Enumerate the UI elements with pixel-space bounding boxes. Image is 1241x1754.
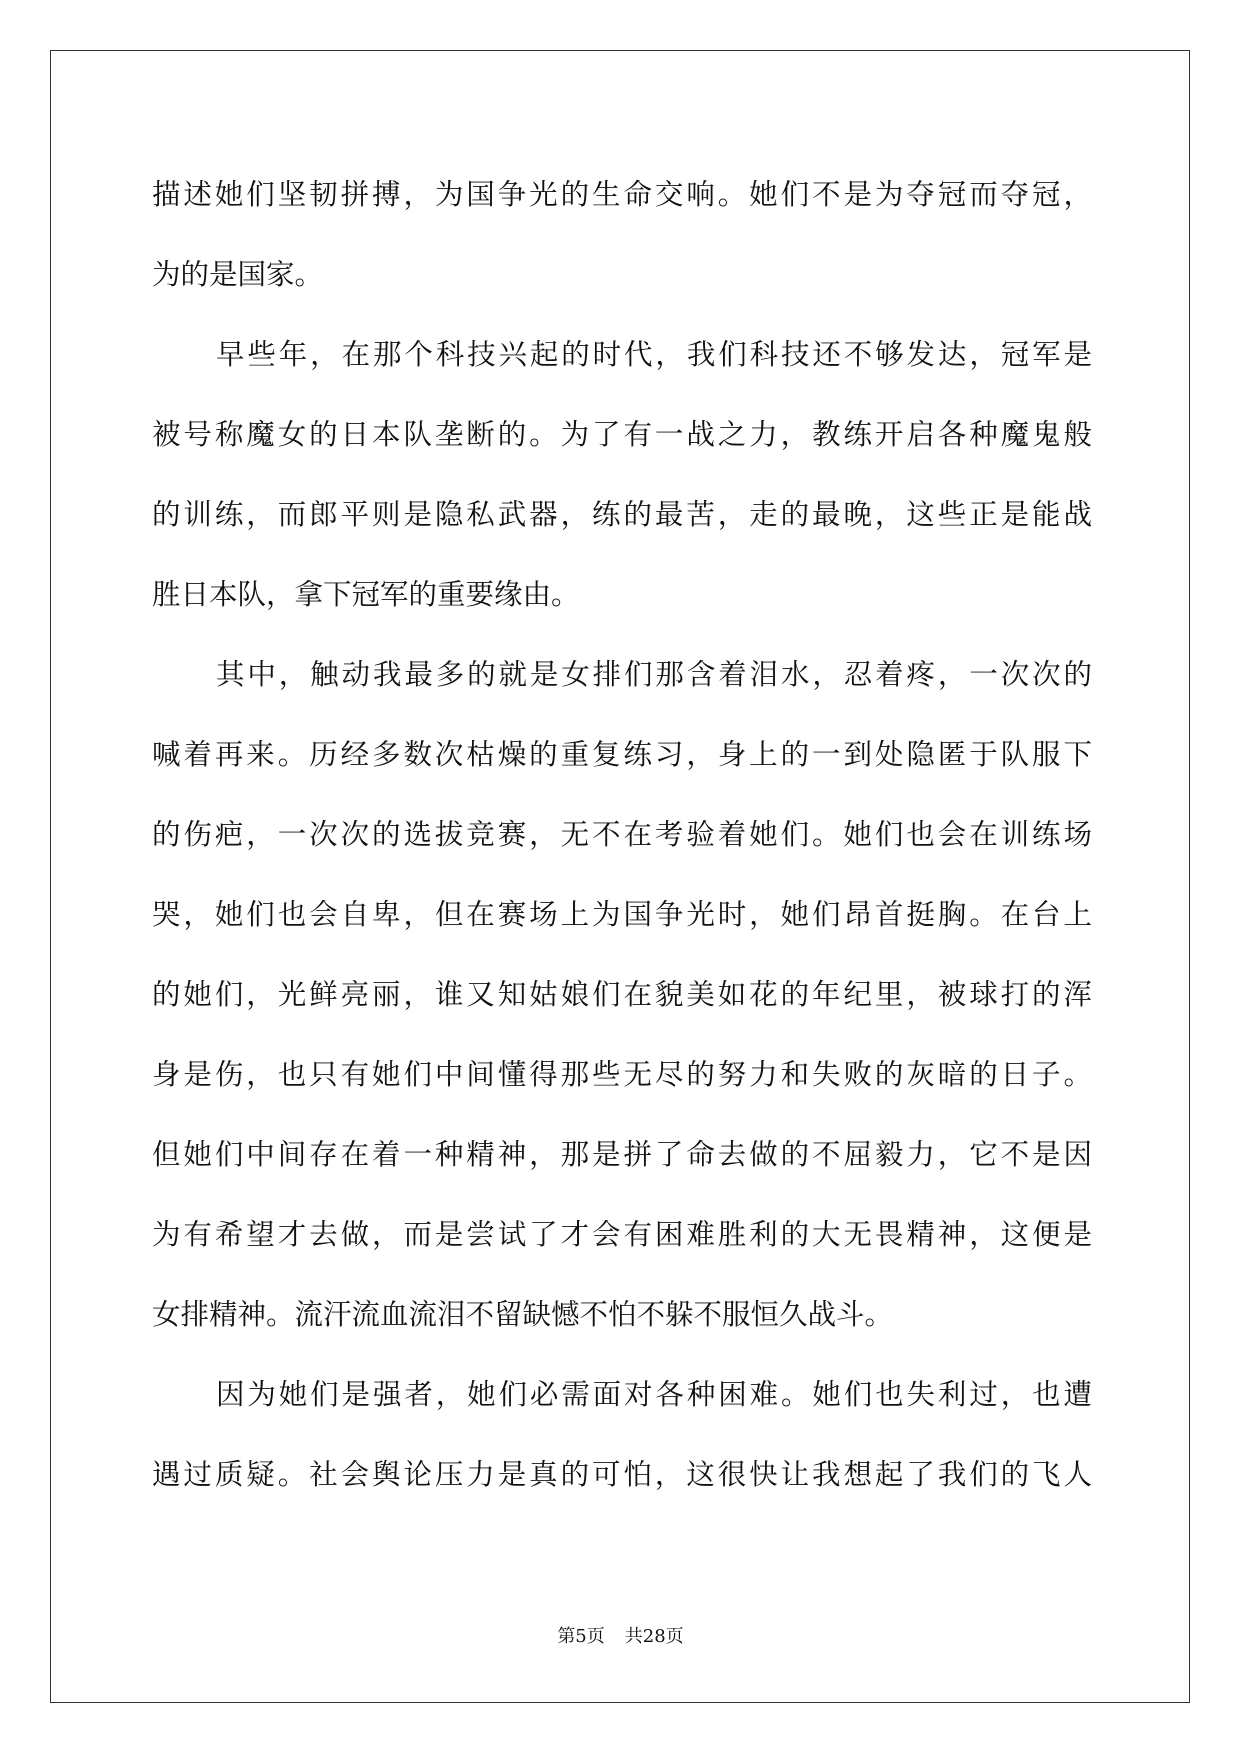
text-line: 描述她们坚韧拼搏，为国争光的生命交响。她们不是为夺冠而夺冠， [152,178,1092,211]
text-line: 的伤疤，一次次的选拔竞赛，无不在考验着她们。她们也会在训练场 [152,818,1092,851]
text-line: 身是伤，也只有她们中间懂得那些无尽的努力和失败的灰暗的日子。 [152,1058,1092,1091]
paragraph-1 [152,155,1092,315]
paragraph-4 [152,1355,1092,1515]
text-line: 为有希望才去做，而是尝试了才会有困难胜利的大无畏精神，这便是 [152,1218,1092,1251]
text-line: 但她们中间存在着一种精神，那是拼了命去做的不屈毅力，它不是因 [152,1138,1092,1171]
text-line: 喊着再来。历经多数次枯燥的重复练习，身上的一到处隐匿于队服下 [152,738,1092,771]
text-line: 为的是国家。 [152,258,324,291]
text-line: 遇过质疑。社会舆论压力是真的可怕，这很快让我想起了我们的飞人 [152,1458,1092,1491]
text-line: 胜日本队，拿下冠军的重要缘由。 [152,578,580,611]
text-line: 的训练，而郎平则是隐私武器，练的最苦，走的最晚，这些正是能战 [152,498,1092,531]
text-line: 其中，触动我最多的就是女排们那含着泪水，忍着疼，一次次的 [216,658,1092,691]
text-line: 被号称魔女的日本队垄断的。为了有一战之力，教练开启各种魔鬼般 [152,418,1092,451]
paragraph-2 [152,315,1092,635]
text-line: 女排精神。流汗流血流泪不留缺憾不怕不躲不服恒久战斗。 [152,1298,894,1331]
page-footer [0,1622,1241,1648]
document-body [152,155,1092,1515]
paragraph-3 [152,635,1092,1355]
page-total: 共28页 [624,1626,684,1647]
text-line: 哭，她们也会自卑，但在赛场上为国争光时，她们昂首挺胸。在台上 [152,898,1092,931]
text-line: 因为她们是强者，她们必需面对各种困难。她们也失利过，也遭 [216,1378,1092,1411]
text-line: 的她们，光鲜亮丽，谁又知姑娘们在貌美如花的年纪里，被球打的浑 [152,978,1092,1011]
text-line: 早些年，在那个科技兴起的时代，我们科技还不够发达，冠军是 [216,338,1092,371]
page-number: 第5页 [557,1626,605,1647]
